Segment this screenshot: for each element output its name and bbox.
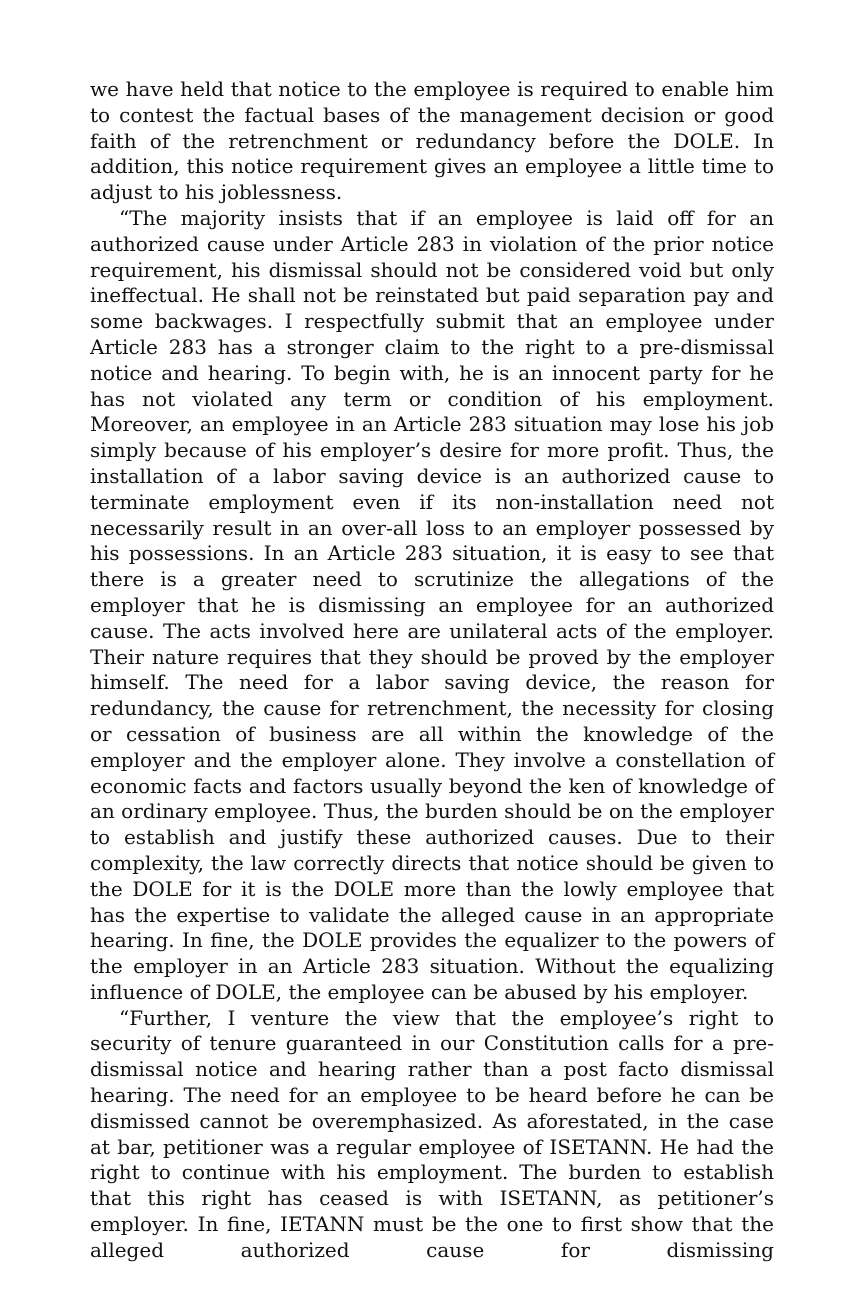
paragraph-security-of-tenure: “Further, I venture the view that the employee’s right to security of tenure guaranteed in our Constitution calls for a pre-dismissal notice and hearing rather than a post facto dismissal hearing. The need for an employee to be heard before he can be dismissed cannot be overemphasized. As aforestated, in the case at bar, petitioner was a regular employee of ISETANN. He had the right to continue with his employment. The burden to establish that this right has ceased is with ISETANN, as petitioner’s employer. In fine, IETANN must be the one to first show that the alleged authorized cause for dismissing [90,1005,774,1262]
paragraph-majority-opinion: “The majority insists that if an employee is laid off for an authorized cause under Article 283 in violation of the prior notice requirement, his dismissal should not be considered void but only ineffectual. He shall not be reinstated but paid separation pay and some backwages. I respectfully submit that an employee under Article 283 has a stronger claim to the right to a pre-dismissal notice and hearing. To begin with, he is an innocent party for he has not violated any term or condition of his employment. Moreover, an employee in an Article 283 situation may lose his job simply because of his employer’s desire for more profit. Thus, the installation of a labor saving device is an authorized cause to terminate employment even if its non-installation need not necessarily result in an over-all loss to an employer possessed by his possessions. In an Article 283 situation, it is easy to see that there is a greater need to scrutinize the allegations of the employer that he is dismissing an employee for an authorized cause. The acts involved here are unilateral acts of the employer. Their nature requires that they should be proved by the employer himself. The need for a labor saving device, the reason for redundancy, the cause for retrenchment, the necessity for closing or cessation of business are all within the knowledge of the employer and the employer alone. They involve a constellation of economic facts and factors usually beyond the ken of knowledge of an ordinary employee. Thus, the burden should be on the employer to establish and justify these authorized causes. Due to their complexity, the law correctly directs that notice should be given to the DOLE for it is the DOLE more than the lowly employee that has the expertise to validate the alleged cause in an appropriate hearing. In fine, the DOLE provides the equalizer to the powers of the employer in an Article 283 situation. Without the equalizing influence of DOLE, the employee can be abused by his employer. [90,205,774,1004]
paragraph-notice-requirement: we have held that notice to the employee is required to enable him to contest the factual bases of the management decision or good faith of the retrenchment or redundancy before the DOLE. In addition, this notice requirement gives an employee a little time to adjust to his joblessness. [90,77,774,205]
document-page [90,77,774,1264]
